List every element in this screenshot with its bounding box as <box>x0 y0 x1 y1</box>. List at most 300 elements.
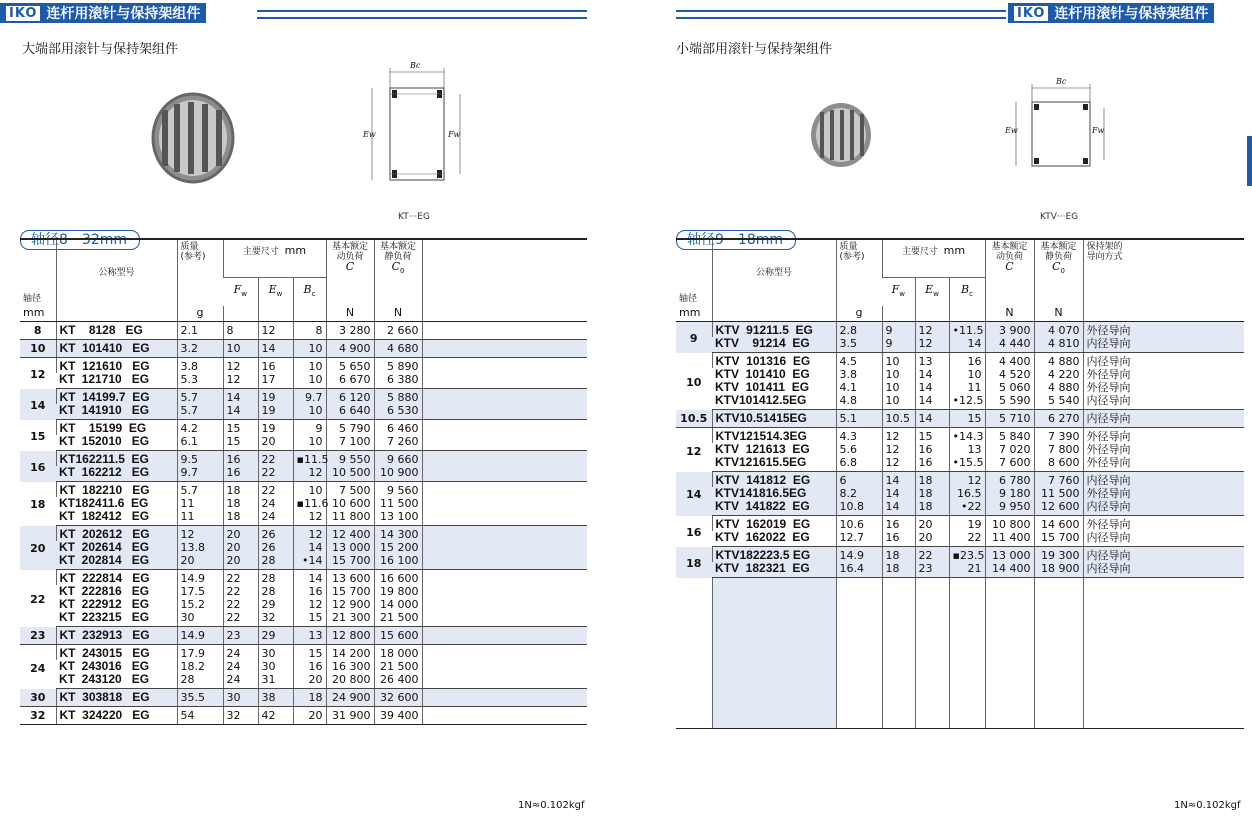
fw-cell: 9 <box>882 322 915 338</box>
right-th-dyn-unit: N <box>985 306 1034 322</box>
right-th-stat-sym: C <box>1052 260 1061 273</box>
ew-cell: 13 <box>915 353 949 369</box>
dyn-load-cell: 7 100 <box>326 435 374 451</box>
model-cell: KT 162212 EG <box>56 466 177 482</box>
ew-cell: 28 <box>258 554 293 570</box>
shaft-cell: 16 <box>20 451 56 482</box>
ew-cell: 24 <box>258 497 293 510</box>
blank-cell <box>422 466 587 482</box>
model-cell: KTV 141812 EG <box>712 472 836 488</box>
shaft-cell: 24 <box>20 645 56 689</box>
stat-load-cell: 18 000 <box>374 645 422 661</box>
dyn-load-cell: 21 300 <box>326 611 374 627</box>
ew-cell: 17 <box>258 373 293 389</box>
guide-cell: 外径导向 <box>1083 322 1244 338</box>
blank-cell <box>422 554 587 570</box>
right-technical-drawing <box>1004 76 1114 176</box>
fw-cell: 18 <box>882 562 915 578</box>
bc-cell: 21 <box>949 562 985 578</box>
stat-load-cell: 7 390 <box>1034 428 1083 444</box>
filler-row <box>676 578 1244 729</box>
ew-cell: 12 <box>258 322 293 340</box>
model-cell: KT 182210 EG <box>56 482 177 498</box>
model-cell: KTV101412.5EG <box>712 394 836 410</box>
table-row <box>676 516 1244 532</box>
right-th-guide: 保持架的 导向方式 <box>1083 239 1244 306</box>
stat-load-cell: 4 880 <box>1034 353 1083 369</box>
stat-load-cell: 39 400 <box>374 707 422 725</box>
fw-cell: 18 <box>882 547 915 563</box>
stat-load-cell: 11 500 <box>1034 487 1083 500</box>
bc-cell: 14 <box>949 337 985 353</box>
guide-cell: 内径导向 <box>1083 562 1244 578</box>
blank-cell <box>422 435 587 451</box>
bc-cell: 16.5 <box>949 487 985 500</box>
fw-cell: 12 <box>882 456 915 472</box>
stat-load-cell: 4 070 <box>1034 322 1083 338</box>
right-drawing-caption: KTV···EG <box>1040 212 1079 222</box>
ew-cell: 19 <box>258 420 293 436</box>
stat-load-cell: 9 560 <box>374 482 422 498</box>
fw-cell: 8 <box>223 322 258 340</box>
model-cell: KTV 101316 EG <box>712 353 836 369</box>
right-th-bc-sub: c <box>969 290 973 299</box>
model-cell: KTV 91211.5 EG <box>712 322 836 338</box>
right-th-ew-sub: w <box>933 290 939 299</box>
bc-cell: 14 <box>293 570 326 586</box>
bc-cell: 12 <box>293 526 326 542</box>
stat-load-cell: 7 800 <box>1034 443 1083 456</box>
fw-cell: 18 <box>223 482 258 498</box>
left-th-blank <box>422 239 587 306</box>
blank-cell <box>422 497 587 510</box>
right-range-badge: 轴径9－18mm <box>676 230 796 250</box>
left-th-mass-unit: g <box>177 306 223 322</box>
ew-cell: 31 <box>258 673 293 689</box>
left-th-stat-label: 基本额定 静负荷 <box>380 242 417 262</box>
right-th-mass-unit: g <box>836 306 882 322</box>
bc-cell: 16 <box>949 353 985 369</box>
mass-cell: 9.5 <box>177 451 223 467</box>
right-th-dims-unit: mm <box>943 244 966 257</box>
bc-cell: 15 <box>293 645 326 661</box>
fw-cell: 22 <box>223 570 258 586</box>
dyn-load-cell: 3 280 <box>326 322 374 340</box>
left-th-dims-label: 主要尺寸 <box>242 247 279 257</box>
left-product-image <box>148 88 238 188</box>
stat-load-cell: 2 660 <box>374 322 422 340</box>
model-cell: KT 101410 EG <box>56 340 177 358</box>
right-subtitle: 小端部用滚针与保持架组件 <box>676 42 833 57</box>
mass-cell: 11 <box>177 510 223 526</box>
blank-cell <box>422 541 587 554</box>
table-row <box>20 645 587 661</box>
fw-cell: 12 <box>223 373 258 389</box>
ew-cell: 14 <box>915 410 949 428</box>
table-row <box>676 472 1244 488</box>
mass-cell: 18.2 <box>177 660 223 673</box>
mass-cell: 16.4 <box>836 562 882 578</box>
model-cell: KT 141910 EG <box>56 404 177 420</box>
stat-load-cell: 5 880 <box>374 389 422 405</box>
blank-cell <box>422 389 587 405</box>
mass-cell: 5.1 <box>836 410 882 428</box>
left-th-dyn <box>326 239 374 278</box>
dyn-load-cell: 10 600 <box>326 497 374 510</box>
dyn-load-cell: 6 120 <box>326 389 374 405</box>
stat-load-cell: 13 100 <box>374 510 422 526</box>
mass-cell: 28 <box>177 673 223 689</box>
bc-cell: 12 <box>949 472 985 488</box>
bc-cell: 10 <box>293 404 326 420</box>
stat-load-cell: 26 400 <box>374 673 422 689</box>
mass-cell: 3.2 <box>177 340 223 358</box>
left-banner-title: 连杆用滚针与保持架组件 <box>46 6 201 22</box>
blank-cell <box>422 420 587 436</box>
dyn-load-cell: 9 550 <box>326 451 374 467</box>
shaft-cell: 23 <box>20 627 56 645</box>
left-th-ew <box>258 278 293 307</box>
right-th-model: 公称型号 <box>712 239 836 306</box>
shaft-cell: 14 <box>20 389 56 420</box>
stat-load-cell: 19 300 <box>1034 547 1083 563</box>
fw-cell: 20 <box>223 526 258 542</box>
shaft-cell: 10 <box>20 340 56 358</box>
table-row <box>20 627 587 645</box>
left-th-model: 公称型号 <box>56 239 177 306</box>
model-cell: KT 303818 EG <box>56 689 177 707</box>
right-th-bc-sym: B <box>961 283 970 297</box>
mass-cell: 9.7 <box>177 466 223 482</box>
ew-cell: 12 <box>915 337 949 353</box>
blank-cell <box>422 645 587 661</box>
right-th-fw <box>882 278 915 307</box>
fw-cell: 14 <box>223 404 258 420</box>
blank-cell <box>422 673 587 689</box>
stat-load-cell: 14 600 <box>1034 516 1083 532</box>
model-cell: KT 8128 EG <box>56 322 177 340</box>
mass-cell: 20 <box>177 554 223 570</box>
ew-cell: 24 <box>258 510 293 526</box>
mass-cell: 30 <box>177 611 223 627</box>
fw-cell: 10 <box>882 394 915 410</box>
stat-load-cell: 15 200 <box>374 541 422 554</box>
left-th-fw-sub: w <box>241 290 247 299</box>
right-th-stat-label: 基本额定 静负荷 <box>1040 242 1077 262</box>
dyn-load-cell: 9 180 <box>985 487 1034 500</box>
right-th-dyn-sym: C <box>1005 260 1014 273</box>
stat-load-cell: 12 600 <box>1034 500 1083 516</box>
ew-cell: 26 <box>258 526 293 542</box>
ew-cell: 28 <box>258 585 293 598</box>
mass-cell: 14.9 <box>177 570 223 586</box>
ew-cell: 32 <box>258 611 293 627</box>
model-cell: KTV 101410 EG <box>712 368 836 381</box>
table-row <box>20 373 587 389</box>
bc-cell: 10 <box>949 368 985 381</box>
model-cell: KTV121514.3EG <box>712 428 836 444</box>
shaft-cell: 22 <box>20 570 56 627</box>
stat-load-cell: 32 600 <box>374 689 422 707</box>
mass-cell: 3.5 <box>836 337 882 353</box>
mass-cell: 14.9 <box>836 547 882 563</box>
right-th-bc <box>949 278 985 307</box>
dyn-load-cell: 12 800 <box>326 627 374 645</box>
guide-cell: 内径导向 <box>1083 410 1244 428</box>
mass-cell: 4.8 <box>836 394 882 410</box>
guide-cell: 内径导向 <box>1083 531 1244 547</box>
table-row <box>676 500 1244 516</box>
right-brand <box>1008 3 1214 23</box>
right-footnote: 1N≈0.102kgf <box>1174 800 1241 811</box>
left-drawing-caption: KT···EG <box>398 212 430 222</box>
stat-load-cell: 14 300 <box>374 526 422 542</box>
ew-cell: 30 <box>258 660 293 673</box>
ew-cell: 22 <box>915 547 949 563</box>
mass-cell: 10.6 <box>836 516 882 532</box>
fw-cell: 15 <box>223 435 258 451</box>
bc-cell: 15 <box>293 611 326 627</box>
ew-cell: 42 <box>258 707 293 725</box>
ew-cell: 14 <box>258 340 293 358</box>
model-cell: KTV 141822 EG <box>712 500 836 516</box>
guide-cell: 内径导向 <box>1083 472 1244 488</box>
blank-cell <box>422 627 587 645</box>
guide-cell: 外径导向 <box>1083 428 1244 444</box>
table-row <box>676 456 1244 472</box>
blank-cell <box>422 611 587 627</box>
ew-cell: 30 <box>258 645 293 661</box>
mass-cell: 17.5 <box>177 585 223 598</box>
model-cell: KT 222912 EG <box>56 598 177 611</box>
stat-load-cell: 19 800 <box>374 585 422 598</box>
right-th-dims <box>882 239 985 278</box>
fw-cell: 10 <box>882 381 915 394</box>
shaft-cell: 9 <box>676 322 712 353</box>
bc-cell: 10 <box>293 358 326 374</box>
dyn-load-cell: 4 520 <box>985 368 1034 381</box>
stat-load-cell: 14 000 <box>374 598 422 611</box>
bc-cell: •14.3 <box>949 428 985 444</box>
dyn-load-cell: 5 790 <box>326 420 374 436</box>
stat-load-cell: 6 380 <box>374 373 422 389</box>
dyn-load-cell: 14 400 <box>985 562 1034 578</box>
mass-cell: 11 <box>177 497 223 510</box>
mass-cell: 10.8 <box>836 500 882 516</box>
bc-cell: 16 <box>293 660 326 673</box>
bc-cell: 20 <box>293 707 326 725</box>
fw-cell: 10 <box>223 340 258 358</box>
bc-cell: 10 <box>293 340 326 358</box>
stat-load-cell: 8 600 <box>1034 456 1083 472</box>
dyn-load-cell: 15 700 <box>326 554 374 570</box>
ew-cell: 19 <box>258 389 293 405</box>
left-th-stat-unit: N <box>374 306 422 322</box>
fw-cell: 9 <box>882 337 915 353</box>
stat-load-cell: 5 890 <box>374 358 422 374</box>
fw-cell: 14 <box>882 500 915 516</box>
mass-cell: 2.1 <box>177 322 223 340</box>
dyn-load-cell: 6 640 <box>326 404 374 420</box>
ew-cell: 22 <box>258 451 293 467</box>
mass-cell: 15.2 <box>177 598 223 611</box>
right-drawing-ew-label: Ew <box>1005 126 1018 135</box>
right-th-dims-label: 主要尺寸 <box>901 247 938 257</box>
guide-cell: 外径导向 <box>1083 381 1244 394</box>
shaft-cell: 14 <box>676 472 712 516</box>
left-footnote: 1N≈0.102kgf <box>518 800 585 811</box>
shaft-cell: 15 <box>20 420 56 451</box>
table-row <box>676 322 1244 338</box>
right-banner <box>1008 3 1214 23</box>
ew-cell: 16 <box>258 358 293 374</box>
fw-cell: 20 <box>223 541 258 554</box>
ew-cell: 20 <box>915 531 949 547</box>
bc-cell: 10 <box>293 435 326 451</box>
shaft-cell: 20 <box>20 526 56 570</box>
fw-cell: 22 <box>223 585 258 598</box>
shaft-cell: 10 <box>676 353 712 410</box>
ew-cell: 23 <box>915 562 949 578</box>
dyn-load-cell: 5 710 <box>985 410 1034 428</box>
stat-load-cell: 9 660 <box>374 451 422 467</box>
right-th-mass: 质量 (参考) <box>836 239 882 306</box>
fw-cell: 22 <box>223 611 258 627</box>
dyn-load-cell: 4 900 <box>326 340 374 358</box>
right-spec-table <box>676 238 1244 729</box>
table-row <box>20 673 587 689</box>
dyn-load-cell: 5 650 <box>326 358 374 374</box>
blank-cell <box>422 526 587 542</box>
shaft-cell: 12 <box>676 428 712 472</box>
blank-cell <box>422 660 587 673</box>
bc-cell: 13 <box>949 443 985 456</box>
stat-load-cell: 16 100 <box>374 554 422 570</box>
stat-load-cell: 4 220 <box>1034 368 1083 381</box>
fw-cell: 15 <box>223 420 258 436</box>
dyn-load-cell: 13 000 <box>326 541 374 554</box>
right-drawing-bc-label: Bc <box>1056 77 1067 86</box>
bc-cell: •14 <box>293 554 326 570</box>
stat-load-cell: 5 540 <box>1034 394 1083 410</box>
blank-cell <box>422 482 587 498</box>
mass-cell: 5.6 <box>836 443 882 456</box>
shaft-cell: 32 <box>20 707 56 725</box>
ew-cell: 18 <box>915 500 949 516</box>
stat-load-cell: 4 810 <box>1034 337 1083 353</box>
mass-cell: 54 <box>177 707 223 725</box>
stat-load-cell: 21 500 <box>374 611 422 627</box>
mass-cell: 6 <box>836 472 882 488</box>
dyn-load-cell: 10 800 <box>985 516 1034 532</box>
bc-cell: 18 <box>293 689 326 707</box>
dyn-load-cell: 5 840 <box>985 428 1034 444</box>
right-banner-rule <box>676 10 1006 19</box>
dyn-load-cell: 9 950 <box>985 500 1034 516</box>
bc-cell: 20 <box>293 673 326 689</box>
mass-cell: 12 <box>177 526 223 542</box>
dyn-load-cell: 12 900 <box>326 598 374 611</box>
stat-load-cell: 7 260 <box>374 435 422 451</box>
blank-cell <box>422 358 587 374</box>
mass-cell: 5.7 <box>177 389 223 405</box>
ew-cell: 16 <box>915 456 949 472</box>
stat-load-cell: 15 700 <box>1034 531 1083 547</box>
stat-load-cell: 10 900 <box>374 466 422 482</box>
fw-cell: 22 <box>223 598 258 611</box>
fw-cell: 10 <box>882 353 915 369</box>
left-th-dims-unit: mm <box>284 244 307 257</box>
dyn-load-cell: 7 020 <box>985 443 1034 456</box>
stat-load-cell: 21 500 <box>374 660 422 673</box>
bc-cell: 12 <box>293 510 326 526</box>
bc-cell: 11 <box>949 381 985 394</box>
model-cell: KT 14199.7 EG <box>56 389 177 405</box>
right-drawing-fw-label: Fw <box>1092 126 1105 135</box>
bc-cell: 10 <box>293 482 326 498</box>
mass-cell: 4.1 <box>836 381 882 394</box>
ew-cell: 28 <box>258 570 293 586</box>
model-cell: KT 223215 EG <box>56 611 177 627</box>
fw-cell: 12 <box>882 443 915 456</box>
model-cell: KT 202814 EG <box>56 554 177 570</box>
stat-load-cell: 15 600 <box>374 627 422 645</box>
right-edge-tab <box>1247 136 1252 186</box>
shaft-cell: 16 <box>676 516 712 547</box>
dyn-load-cell: 7 600 <box>985 456 1034 472</box>
shaft-cell: 30 <box>20 689 56 707</box>
left-th-stat <box>374 239 422 278</box>
mass-cell: 14.9 <box>177 627 223 645</box>
bc-cell: •12.5 <box>949 394 985 410</box>
left-th-stat-sub: 0 <box>399 266 405 275</box>
model-cell: KTV 182321 EG <box>712 562 836 578</box>
left-th-ew-sym: E <box>268 283 277 297</box>
table-row <box>676 394 1244 410</box>
left-th-shaft: 轴径 <box>20 239 56 306</box>
bc-cell: 14 <box>293 541 326 554</box>
right-product-image <box>806 100 876 170</box>
model-cell: KT 202612 EG <box>56 526 177 542</box>
model-cell: KTV141816.5EG <box>712 487 836 500</box>
left-th-dyn-unit: N <box>326 306 374 322</box>
right-th-stat-sub: 0 <box>1060 266 1065 275</box>
model-cell: KTV182223.5 EG <box>712 547 836 563</box>
dyn-load-cell: 4 400 <box>985 353 1034 369</box>
model-cell: KT 232913 EG <box>56 627 177 645</box>
stat-load-cell: 6 530 <box>374 404 422 420</box>
guide-cell: 内径导向 <box>1083 353 1244 369</box>
model-cell: KT 243015 EG <box>56 645 177 661</box>
fw-cell: 18 <box>223 497 258 510</box>
table-row <box>20 554 587 570</box>
mass-cell: 8.2 <box>836 487 882 500</box>
bc-cell: 15 <box>949 410 985 428</box>
mass-cell: 5.7 <box>177 404 223 420</box>
ew-cell: 15 <box>915 428 949 444</box>
blank-cell <box>422 689 587 707</box>
right-th-shaft-unit: mm <box>676 306 712 322</box>
mass-cell: 12.7 <box>836 531 882 547</box>
mass-cell: 5.3 <box>177 373 223 389</box>
model-cell: KT 324220 EG <box>56 707 177 725</box>
dyn-load-cell: 20 800 <box>326 673 374 689</box>
dyn-load-cell: 11 800 <box>326 510 374 526</box>
model-cell: KTV 121613 EG <box>712 443 836 456</box>
left-subtitle: 大端部用滚针与保持架组件 <box>22 42 179 57</box>
left-drawing-bc-label: Bc <box>410 61 421 70</box>
right-th-dyn <box>985 239 1034 278</box>
